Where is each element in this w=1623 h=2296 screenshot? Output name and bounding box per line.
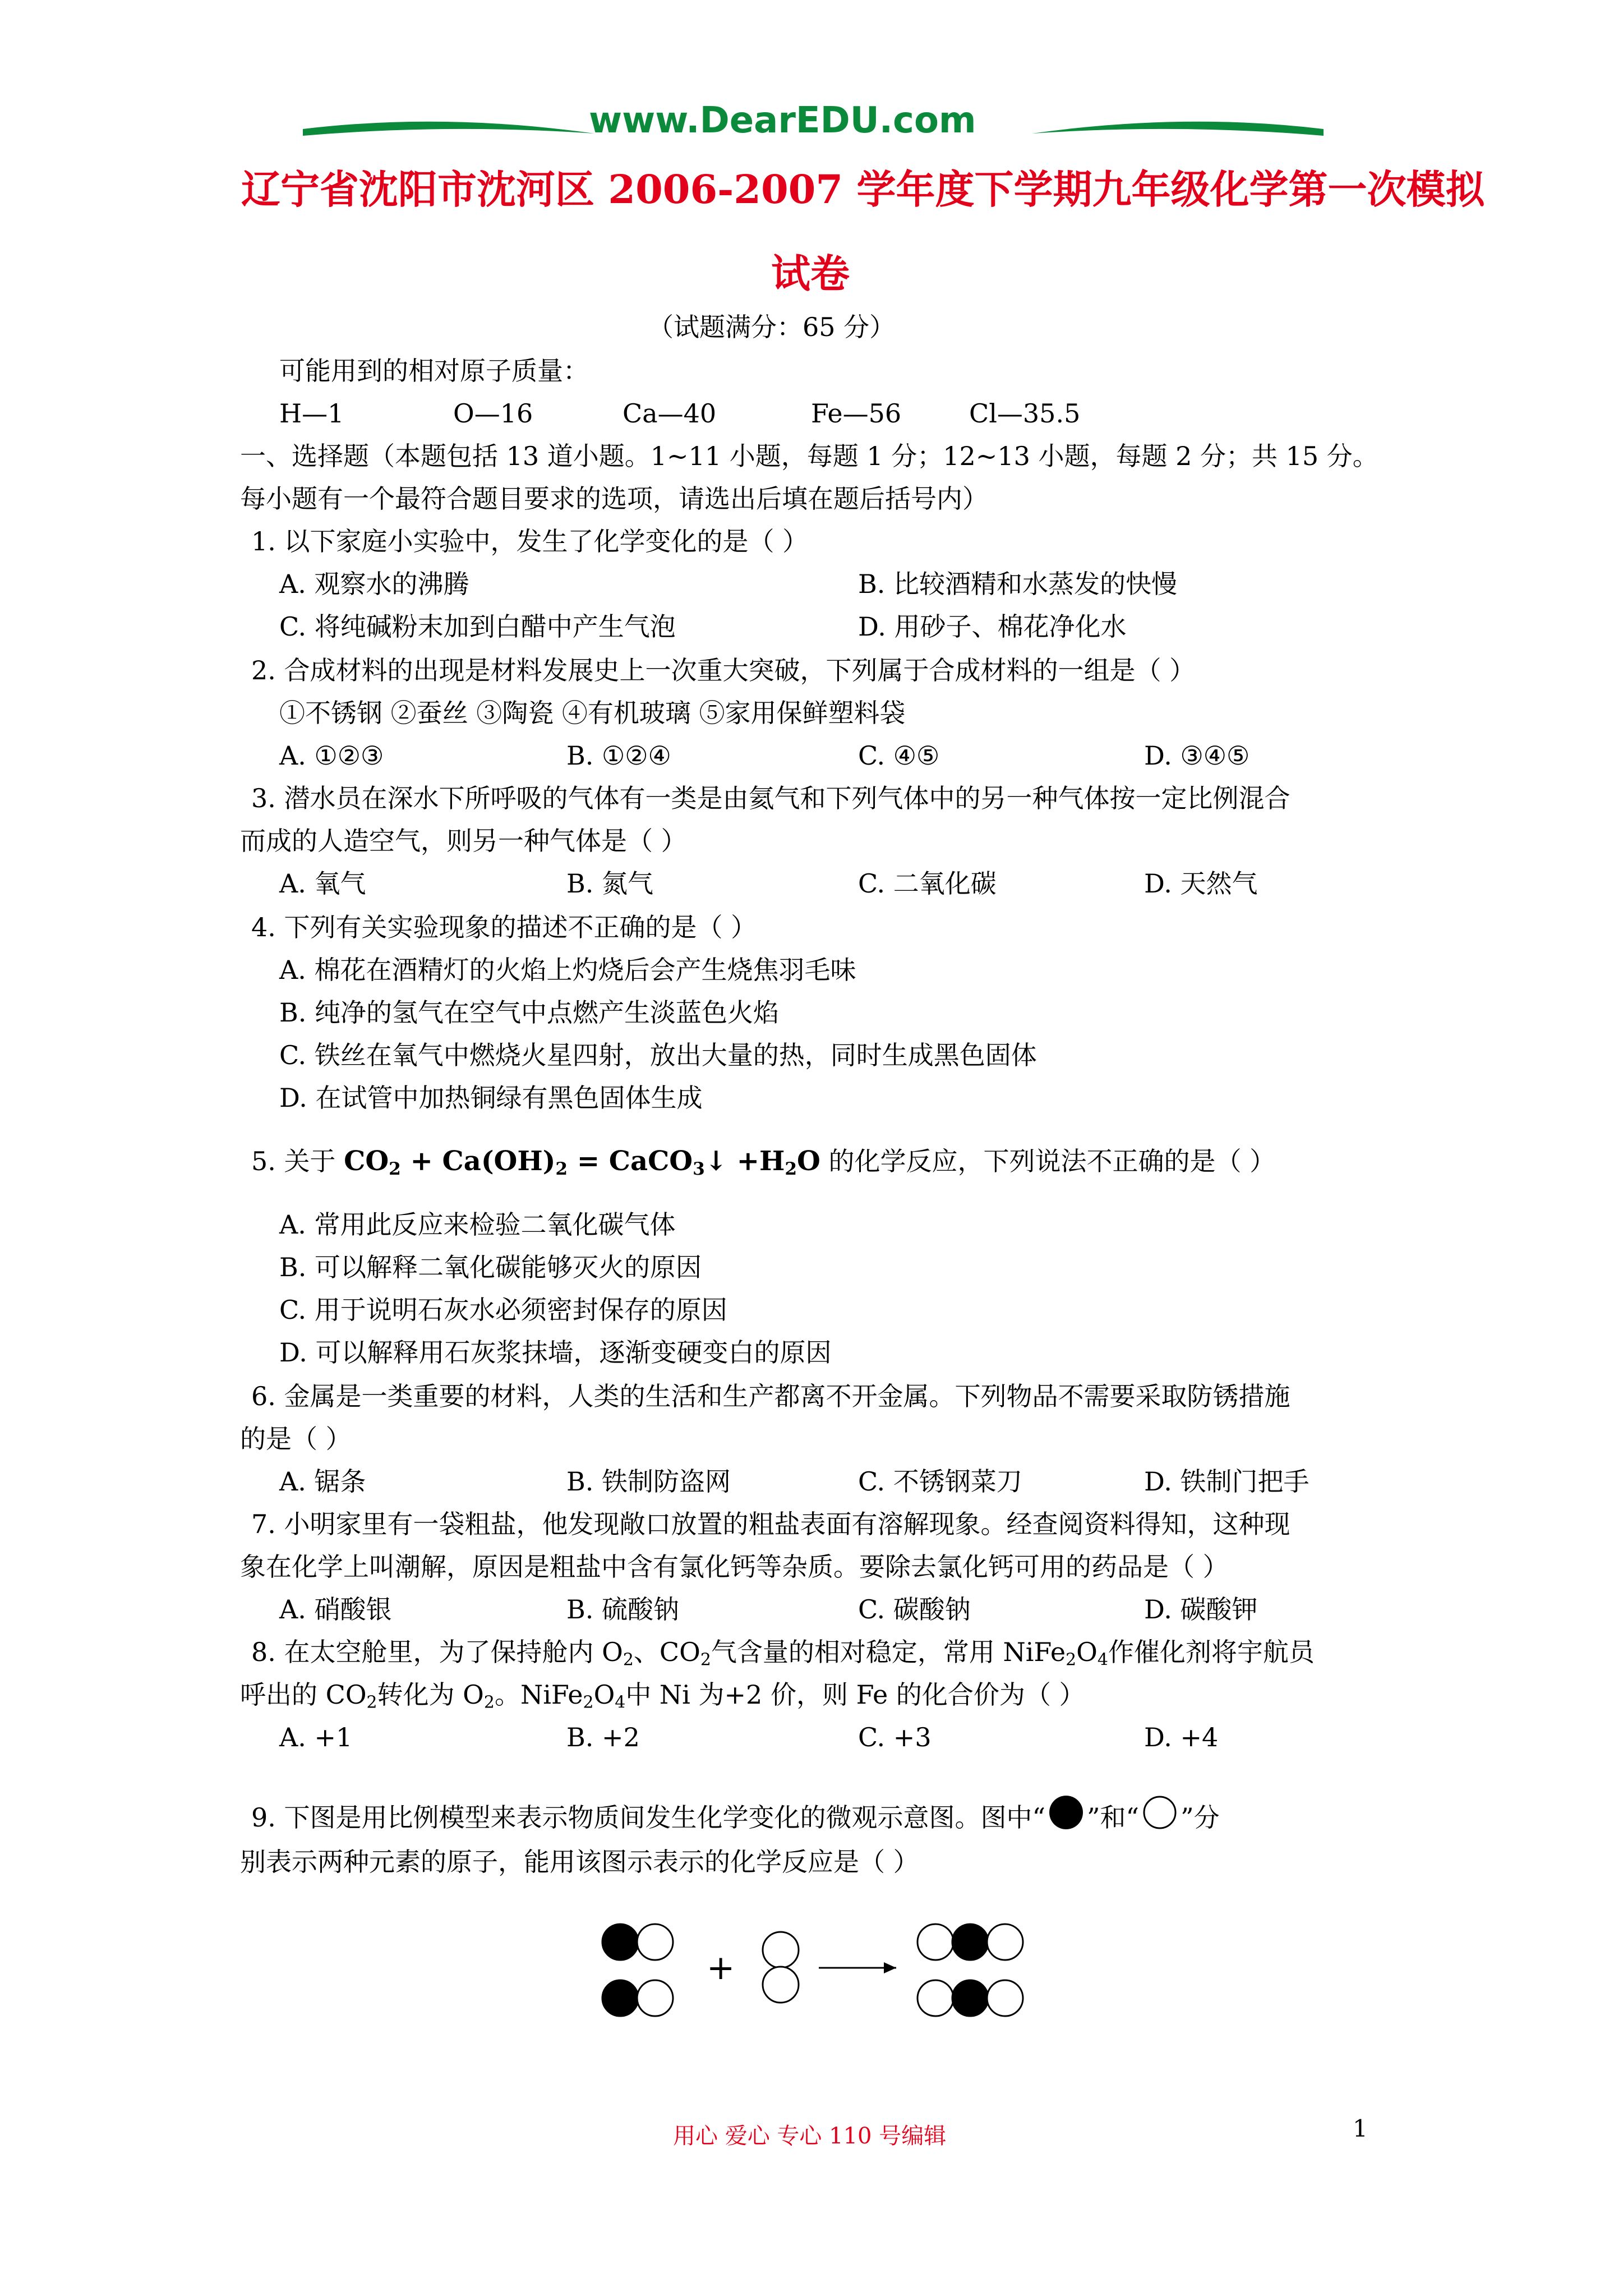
q7-stem-line1: 7. 小明家里有一袋粗盐，他发现敞口放置的粗盐表面有溶解现象。经查阅资料得知，这种现	[251, 1509, 1290, 1539]
q6-option-d: D. 铁制门把手	[1144, 1466, 1310, 1497]
q1-stem: 1. 以下家庭小实验中，发生了化学变化的是（ ）	[251, 526, 809, 556]
q7-option-a: A. 硝酸银	[279, 1594, 392, 1625]
q4-option-d: D. 在试管中加热铜绿有黑色固体生成	[279, 1083, 703, 1113]
product2-white-atom-left	[917, 1980, 953, 2016]
q3-stem-line1: 3. 潜水员在深水下所呼吸的气体有一类是由氦气和下列气体中的另一种气体按一定比例混合	[251, 783, 1290, 813]
atomic-mass-label: 可能用到的相对原子质量：	[279, 356, 589, 386]
reaction-diagram	[589, 1907, 1060, 2031]
q5-suffix: 的化学反应，下列说法不正确的是（ ）	[828, 1146, 1276, 1176]
q7-stem-line2: 象在化学上叫潮解，原因是粗盐中含有氯化钙等杂质。要除去氯化钙可用的药品是（ ）	[240, 1552, 1229, 1582]
reactant2-white-atom	[637, 1980, 673, 2016]
q7-option-c: C. 碳酸钠	[858, 1594, 971, 1625]
footer-text: 用心 爱心 专心 110 号编辑	[673, 2123, 947, 2149]
q8-stem-line2: 呼出的 $CO_2$转化为 $O_2$。$NiFe_2O_4$中 Ni 为+2 价，则 Fe 的化合价为（ ）	[240, 1680, 1085, 1713]
section-heading-line2: 每小题有一个最符合题目要求的选项，请选出后填在题后括号内）	[240, 484, 988, 514]
q5-option-c: C. 用于说明石灰水必须密封保存的原因	[279, 1295, 727, 1325]
reactant1-white-atom	[637, 1924, 673, 1960]
section-heading-line1: 一、选择题（本题包括 13 道小题。1~11 小题，每题 1 分；12~13 小题，每题 2 分；共 15 分。	[240, 441, 1378, 471]
reactant2-black-atom	[602, 1980, 638, 2016]
q5-prefix: 5. 关于	[251, 1146, 336, 1176]
plus-sign: +	[707, 1948, 735, 1987]
reactant3-white-atom-bottom	[763, 1967, 799, 2003]
q8-option-c: C. +3	[858, 1722, 932, 1752]
atomic-mass-fe: Fe—56	[811, 398, 902, 429]
q6-stem-line1: 6. 金属是一类重要的材料，人类的生活和生产都离不开金属。下列物品不需要采取防锈措施	[251, 1381, 1290, 1411]
q1-option-c: C. 将纯碱粉末加到白醋中产生气泡	[279, 611, 676, 642]
q1-option-d: D. 用砂子、棉花净化水	[858, 611, 1127, 642]
q3-stem-line2: 而成的人造空气，则另一种气体是（ ）	[240, 826, 687, 856]
atomic-mass-h: H—1	[279, 398, 344, 429]
full-score: （试题满分：65 分）	[648, 312, 896, 342]
black-atom-icon	[1045, 1795, 1087, 1830]
white-atom-icon	[1139, 1795, 1181, 1830]
q4-option-c: C. 铁丝在氧气中燃烧火星四射，放出大量的热，同时生成黑色固体	[279, 1040, 1037, 1070]
q4-stem: 4. 下列有关实验现象的描述不正确的是（ ）	[251, 912, 757, 942]
product1-white-atom-right	[987, 1924, 1023, 1960]
left-swoosh	[303, 122, 594, 136]
q1-option-b: B. 比较酒精和水蒸发的快慢	[858, 569, 1178, 599]
page-number: 1	[1353, 2115, 1368, 2142]
reactant1-black-atom	[602, 1924, 638, 1960]
q1-option-a: A. 观察水的沸腾	[279, 569, 469, 599]
q5-option-b: B. 可以解释二氧化碳能够灭火的原因	[279, 1252, 702, 1282]
q6-option-c: C. 不锈钢菜刀	[858, 1466, 1022, 1497]
q2-items: ①不锈钢 ②蚕丝 ③陶瓷 ④有机玻璃 ⑤家用保鲜塑料袋	[279, 698, 906, 728]
product1-black-atom	[952, 1924, 988, 1960]
atomic-mass-cl: Cl—35.5	[969, 398, 1081, 429]
site-logo: www.DearEDU.com	[589, 100, 976, 141]
q2-option-d: D. ③④⑤	[1144, 740, 1250, 771]
product2-black-atom	[952, 1980, 988, 2016]
q5-option-a: A. 常用此反应来检验二氧化碳气体	[279, 1209, 676, 1240]
reactant3-white-atom-top	[763, 1932, 799, 1968]
q9-stem-line1: 9. 下图是用比例模型来表示物质间发生化学变化的微观示意图。图中“ ”和“ ”分	[251, 1795, 1220, 1830]
q3-option-c: C. 二氧化碳	[858, 868, 997, 899]
reaction-arrow-head	[884, 1962, 896, 1973]
q6-option-b: B. 铁制防盗网	[566, 1466, 731, 1497]
q6-stem-line2: 的是（ ）	[240, 1424, 352, 1454]
product1-white-atom-left	[917, 1924, 953, 1960]
q8-option-a: A. +1	[279, 1722, 353, 1752]
q2-option-b: B. ①②④	[566, 740, 671, 771]
reaction-formula: $CO_2 + Ca(OH)_2$ = CaCO$_3$↓ $+H_2O$	[344, 1145, 820, 1179]
q3-option-b: B. 氮气	[566, 868, 654, 899]
q8-option-d: D. +4	[1144, 1722, 1219, 1752]
q3-option-d: D. 天然气	[1144, 868, 1258, 899]
q2-option-c: C. ④⑤	[858, 740, 940, 771]
atomic-mass-ca: Ca—40	[623, 398, 717, 429]
q9-stem-line2: 别表示两种元素的原子，能用该图示表示的化学反应是（ ）	[240, 1847, 919, 1877]
q7-option-d: D. 碳酸钾	[1144, 1594, 1258, 1625]
page-title-line1: 辽宁省沈阳市沈河区 2006-2007 学年度下学期九年级化学第一次模拟	[241, 166, 1485, 213]
q2-option-a: A. ①②③	[279, 740, 384, 771]
q5-option-d: D. 可以解释用石灰浆抹墙，逐渐变硬变白的原因	[279, 1337, 832, 1368]
q6-option-a: A. 锯条	[279, 1466, 366, 1497]
q3-option-a: A. 氧气	[279, 868, 366, 899]
right-swoosh	[1032, 122, 1324, 136]
page-title-line2: 试卷	[771, 250, 850, 297]
q4-option-a: A. 棉花在酒精灯的火焰上灼烧后会产生烧焦羽毛味	[279, 955, 856, 985]
product2-white-atom-right	[987, 1980, 1023, 2016]
q8-option-b: B. +2	[566, 1722, 640, 1752]
q4-option-b: B. 纯净的氢气在空气中点燃产生淡蓝色火焰	[279, 997, 780, 1028]
q8-stem-line1: 8. 在太空舱里，为了保持舱内 $O_2$、$CO_2$气含量的相对稳定，常用 $NiFe_2O_4$作催化剂将宇航员	[251, 1637, 1315, 1670]
q5-stem	[251, 1145, 1276, 1179]
atomic-mass-o: O—16	[453, 398, 533, 429]
q2-stem: 2. 合成材料的出现是材料发展史上一次重大突破，下列属于合成材料的一组是（ ）	[251, 655, 1196, 685]
q7-option-b: B. 硫酸钠	[566, 1594, 680, 1625]
